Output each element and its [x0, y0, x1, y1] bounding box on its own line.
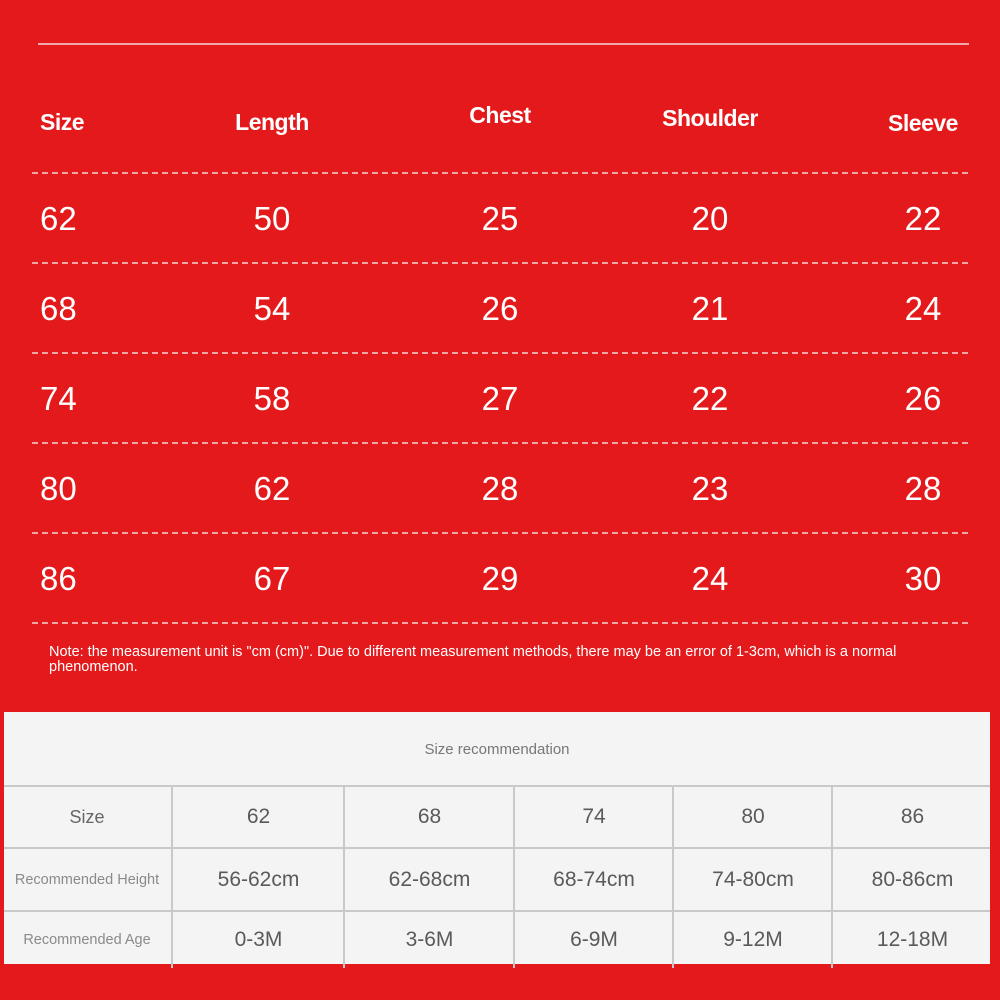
rec-cell: 62-68cm: [343, 849, 514, 910]
recommendation-row-height: [4, 847, 990, 910]
cell-size: 68: [40, 290, 77, 327]
cell-shoulder: 24: [691, 560, 729, 597]
size-recommendation-panel: [4, 712, 990, 964]
recommendation-table: [4, 785, 990, 966]
cell-sleeve: 30: [904, 560, 942, 597]
cell-length: 50: [253, 200, 291, 237]
cell-size: 80: [40, 470, 77, 507]
rec-cell: 86: [831, 787, 992, 847]
dashed-divider: [32, 622, 968, 624]
cell-length: 67: [253, 560, 291, 597]
rec-cell: 9-12M: [672, 912, 832, 968]
rec-cell: 62: [171, 787, 344, 847]
rec-cell: 80-86cm: [831, 849, 992, 910]
cell-chest: 27: [481, 380, 519, 417]
measurement-note: Note: the measurement unit is "cm (cm)". Due to different measurement methods, there may be an error of 1-3cm, which is a normal phenomenon.: [49, 644, 897, 675]
cell-sleeve: 24: [904, 290, 942, 327]
cell-length: 58: [253, 380, 291, 417]
cell-sleeve: 22: [904, 200, 942, 237]
measurement-row: [32, 174, 968, 264]
cell-sleeve: 28: [904, 470, 942, 507]
header-shoulder: Shoulder: [662, 104, 758, 131]
rec-cell: 0-3M: [171, 912, 344, 968]
rec-cell: 74-80cm: [672, 849, 832, 910]
cell-size: 74: [40, 380, 77, 417]
recommendation-title: Size recommendation: [424, 741, 570, 758]
rec-cell: 74: [513, 787, 673, 847]
rec-cell: 68: [343, 787, 514, 847]
cell-shoulder: 20: [691, 200, 729, 237]
rec-cell: 56-62cm: [171, 849, 344, 910]
header-length: Length: [235, 108, 309, 135]
header-sleeve: Sleeve: [888, 109, 958, 136]
measurement-row: [32, 264, 968, 354]
header-size: Size: [40, 108, 85, 135]
measurement-table: [32, 70, 968, 624]
top-divider: [38, 43, 969, 45]
cell-shoulder: 22: [691, 380, 729, 417]
measurement-header-row: [32, 70, 968, 174]
header-chest: Chest: [469, 101, 531, 128]
cell-shoulder: 23: [691, 470, 729, 507]
row-label: Size: [69, 807, 105, 827]
cell-length: 62: [253, 470, 291, 507]
rec-cell: 6-9M: [513, 912, 673, 968]
measurement-row: [32, 534, 968, 624]
measurement-row: [32, 444, 968, 534]
row-label: Recommended Height: [14, 871, 160, 888]
cell-length: 54: [253, 290, 291, 327]
measurement-row: [32, 354, 968, 444]
cell-sleeve: 26: [904, 380, 942, 417]
row-label: Recommended Age: [23, 932, 151, 948]
recommendation-row-size: [4, 787, 990, 847]
cell-chest: 26: [481, 290, 519, 327]
rec-cell: 3-6M: [343, 912, 514, 968]
cell-chest: 25: [481, 200, 519, 237]
recommendation-row-age: [4, 910, 990, 968]
cell-size: 62: [40, 200, 77, 237]
cell-chest: 28: [481, 470, 519, 507]
cell-size: 86: [40, 560, 77, 597]
cell-chest: 29: [481, 560, 519, 597]
rec-cell: 12-18M: [831, 912, 992, 968]
rec-cell: 68-74cm: [513, 849, 673, 910]
rec-cell: 80: [672, 787, 832, 847]
cell-shoulder: 21: [691, 290, 729, 327]
